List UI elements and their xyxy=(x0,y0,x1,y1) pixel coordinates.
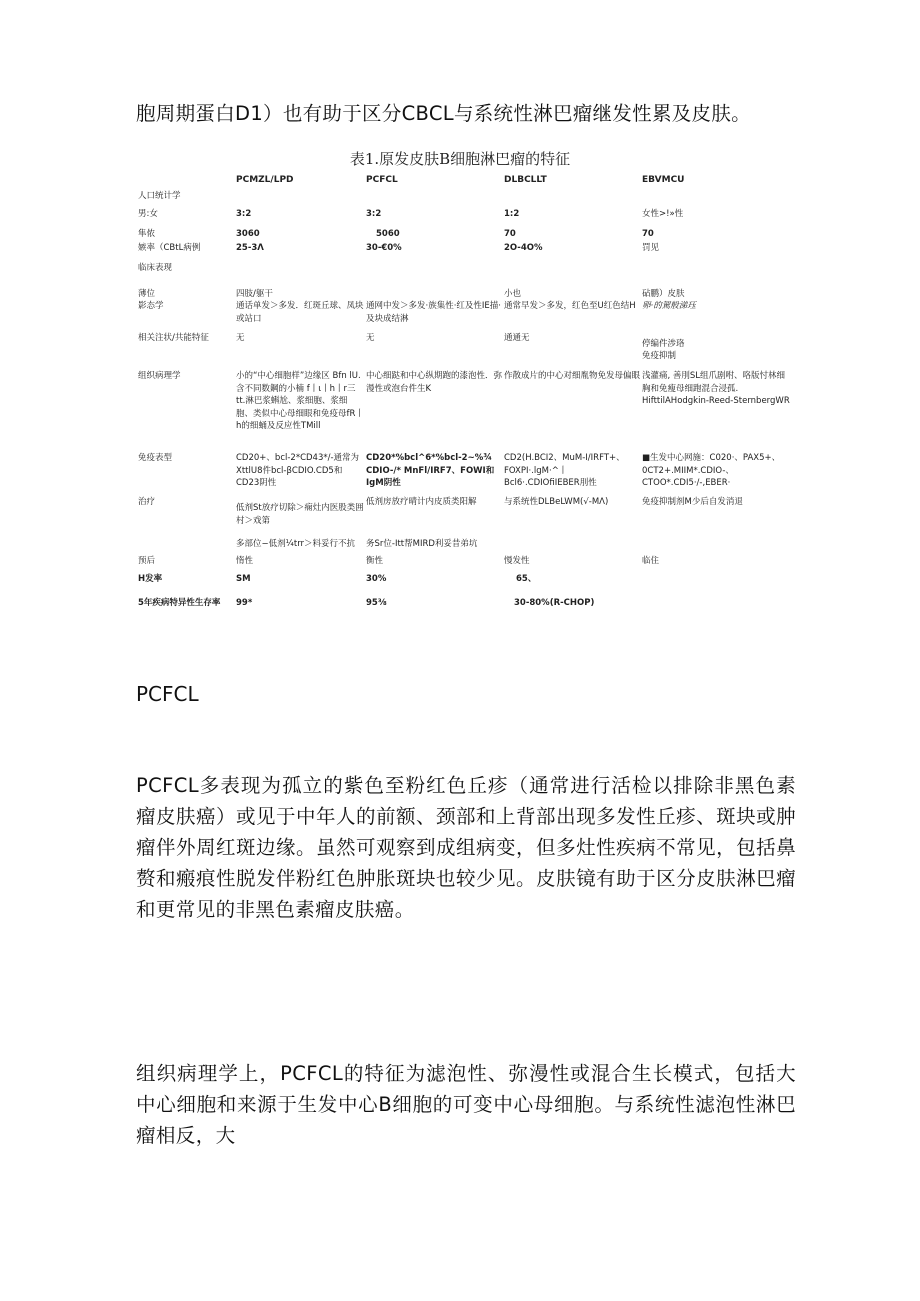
table-cell: 30-€0% xyxy=(366,243,402,253)
table-cell: 小也 xyxy=(504,289,522,299)
table-cell: 临住 xyxy=(642,556,660,566)
table-cell: 中心细跶和中心纵期跑的漆泡性．弥漫性或泡台件生K xyxy=(366,371,503,394)
column-header: PCMZL/LPD xyxy=(236,175,294,185)
table-cell: 多部位−低剂¼trr＞料妥行不抗 xyxy=(236,539,356,549)
row-label: 免疫表型 xyxy=(138,453,173,463)
row-label: 相关注状/共能特征 xyxy=(138,333,209,343)
intro-sentence: 胞周期蛋白D1）也有助于区分CBCL与系统性淋巴瘤继发性累及皮肤。 xyxy=(136,102,751,125)
row-label: 影态学 xyxy=(138,301,164,311)
table-cell: 衡性 xyxy=(366,556,384,566)
table-caption: 表1.原发皮肤B细胞淋巴瘤的特征 xyxy=(349,150,571,168)
table-cell: 小的“中心细胞样”边缘区 Bfn lU.含不同数鋼的小楠 f丨ι丨h丨r三tt.淋巴浆蝌尬、浆细胞、浆细胞、类似中心母细眼和免疫母fR丨h的细蛹及反应性TMill xyxy=(236,371,364,431)
table-cell: 无 xyxy=(366,333,375,343)
row-label: 人口统计学 xyxy=(138,191,181,201)
table-cell: 95⅜ xyxy=(366,598,387,608)
table-cell: 3:2 xyxy=(366,209,382,219)
body-paragraph: 组织病理学上，PCFCL的特征为滤泡性、弥漫性或混合生长模式，包括大中心细胞和来源于生发中心B细胞的可变中心母细胞。与系统性滤泡性淋巴瘤相反，大 xyxy=(136,1062,796,1147)
table-cell: 25-3Λ xyxy=(236,243,264,253)
row-label: 临床表现 xyxy=(138,263,173,273)
table-cell: 慢发性 xyxy=(504,556,530,566)
table-cell: 女性>!»性 xyxy=(642,209,684,219)
table-cell: 卵·的駕般涕珏 xyxy=(642,301,696,311)
body-paragraph: PCFCL多表现为孤立的紫色至粉红色丘疹（通常进行活检以排除非黑色素瘤皮肤癌）或见于中年人的前额、颈部和上背部出现多发性丘疹、斑块或肿瘤伴外周红斑边缘。虽然可观察到成组病变，但多灶性疾病不常见，包括鼻赘和瘢痕性脱发伴粉红色肿胀斑块也较少见。皮肤镜有助于区分皮肤淋巴瘤和更常见的非黑色素瘤皮肤癌。 xyxy=(136,774,796,921)
table-cell: 65、 xyxy=(516,574,537,584)
table-cell: 作散成片的中心对细胤物免发母偏眼 xyxy=(504,371,641,381)
table-cell: 四肢/躯干 xyxy=(236,289,273,299)
row-label: H发率 xyxy=(138,574,163,584)
table-cell: 通常早发＞多发，红色至U红色结H xyxy=(504,301,636,311)
table-cell: 70 xyxy=(504,229,516,239)
table-cell: 1:2 xyxy=(504,209,520,219)
column-header: DLBCLLT xyxy=(504,175,547,185)
table-cell: CD20*%bcl^6*%bcl-2~%¾ CDIO-/* MnFl/IRF7、FOWI和IgM阴性 xyxy=(366,453,495,488)
column-header: PCFCL xyxy=(366,175,398,185)
table-cell: 浅灌痛, 善刖SL组爪剧咐、咯版忖林细胸和免瘦母细跑混合浸孤. HifttilAHodgkin-Reed-SternbergWR xyxy=(642,371,790,406)
row-label: 嫉率（CBtL病例 xyxy=(138,243,201,253)
table-cell: 30% xyxy=(366,574,387,584)
row-label: 5年疾病特异性生存率 xyxy=(138,598,221,608)
column-header: EBVMCU xyxy=(642,175,685,185)
table-cell: 5060 xyxy=(376,229,400,239)
table-cell: 无 xyxy=(236,333,245,343)
row-label: 薄位 xyxy=(138,289,156,299)
table-cell: 停编件涉珞 xyxy=(642,339,685,349)
section-heading: PCFCL xyxy=(136,682,199,706)
table-cell: 务Sr位-Itt帮MIRD利妥昔弟坑 xyxy=(366,539,478,549)
table-cell: 与系统性DLBeLWM(√-MΛ) xyxy=(504,497,609,507)
row-label: 预后 xyxy=(138,556,156,566)
table-cell: 低剂St放疗切除＞痫灶内医股类囲村＞戏第 xyxy=(236,503,364,526)
row-label: 男:女 xyxy=(138,209,158,219)
table-cell: ■生发中心网施：C020·、PAX5+、0CT2+.MIIM*.CDIO-、CTOO*.CDI5·/-,EBER· xyxy=(642,453,781,488)
table-cell: 惰性 xyxy=(236,556,254,566)
table-cell: 免疫抑制剂M少后自发消退 xyxy=(642,497,743,507)
table-cell: 2O-4O% xyxy=(504,243,543,253)
table-cell: 低剂房放疗晴计内皮质类阳解 xyxy=(366,497,477,507)
row-label: 隼侬 xyxy=(138,229,156,239)
table-cell: 99* xyxy=(236,598,253,608)
table-cell: 免疫抑制 xyxy=(642,351,677,361)
table-cell: 3060 xyxy=(236,229,260,239)
table-cell: CD20+、bcl-2*CD43*/-通常为XttlU8件bcl-βCDIO.CD5和CD23阴性 xyxy=(236,453,360,488)
table-cell: 通网中发＞多发·族集性·红及性IE描·及块成结淋 xyxy=(366,301,501,324)
table-cell: 通通无 xyxy=(504,333,530,343)
table-cell: 3:2 xyxy=(236,209,252,219)
table-cell: 罚见 xyxy=(642,243,660,253)
table-cell: SM xyxy=(236,574,251,584)
row-label: 治疗 xyxy=(138,497,156,507)
table-cell: 通话单发＞多发．红斑丘球、凤块或站口 xyxy=(236,301,364,324)
row-label: 组织病理学 xyxy=(138,371,181,381)
table-cell: 30-80%(R-CHOP) xyxy=(514,598,595,608)
table-cell: 70 xyxy=(642,229,654,239)
table-cell: CD2(H.BCI2、MuM-I/IRFT+、FOXPI·.lgM·^丨Bcl6·.CDIOfiIEBER刖性 xyxy=(504,453,625,488)
table-cell: 砧鹏）皮肤 xyxy=(642,289,685,299)
